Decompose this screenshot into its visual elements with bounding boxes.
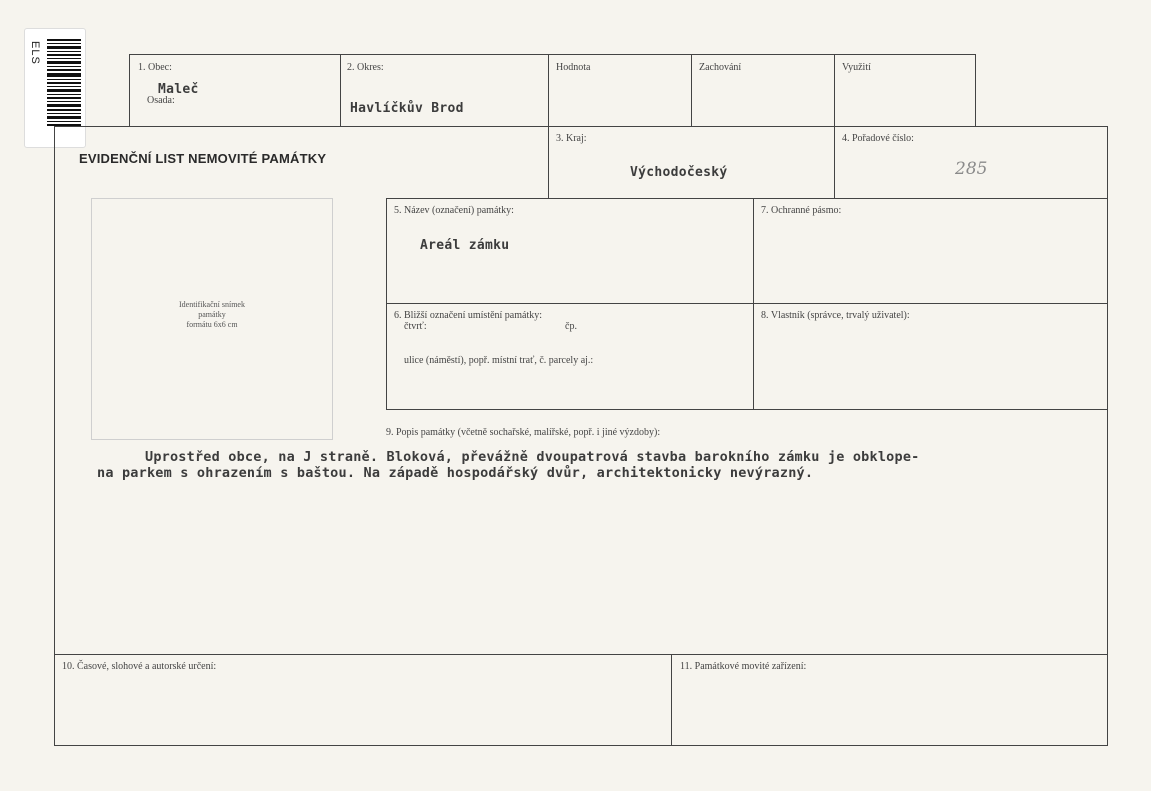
vyuziti-label: Využití bbox=[842, 62, 871, 73]
cp-label: čp. bbox=[565, 321, 577, 332]
popis-line2: na parkem s ohrazením s baštou. Na západě hospodářský dvůr, architektonicky nevýrazný. bbox=[97, 465, 814, 481]
photo-caption-line2: památky bbox=[198, 310, 226, 319]
barcode-icon bbox=[43, 35, 83, 131]
kraj-cell bbox=[548, 126, 835, 199]
form-title: EVIDENČNÍ LIST NEMOVITÉ PAMÁTKY bbox=[79, 151, 327, 166]
blizsi-label: 6. Bližší označení umístění památky: bbox=[394, 310, 543, 321]
photo-caption-line3: formátu 6x6 cm bbox=[186, 320, 238, 329]
photo-caption bbox=[91, 300, 333, 330]
ulice-label: ulice (náměstí), popř. místní trať, č. parcely aj.: bbox=[404, 355, 594, 366]
poradove-value: 285 bbox=[955, 159, 988, 179]
casove-label: 10. Časové, slohové a autorské určení: bbox=[62, 661, 217, 672]
popis-line1: Uprostřed obce, na J straně. Bloková, převážně dvoupatrová stavba barokního zámku je obklope- bbox=[145, 449, 920, 465]
osada-label: Osada: bbox=[147, 95, 175, 106]
kraj-label: 3. Kraj: bbox=[556, 133, 587, 144]
hodnota-label: Hodnota bbox=[556, 62, 591, 73]
obec-value: Maleč bbox=[158, 82, 199, 97]
kraj-value: Východočeský bbox=[630, 165, 728, 180]
zachovani-label: Zachování bbox=[699, 62, 742, 73]
ctvrt-label: čtvrť: bbox=[404, 321, 427, 332]
ochranne-label: 7. Ochranné pásmo: bbox=[761, 205, 842, 216]
movite-label: 11. Památkové movité zařízení: bbox=[680, 661, 807, 672]
obec-label: 1. Obec: bbox=[138, 62, 172, 73]
barcode-text: ELS bbox=[29, 41, 41, 65]
nazev-value: Areál zámku bbox=[420, 238, 510, 253]
poradove-label: 4. Pořadové číslo: bbox=[842, 133, 914, 144]
nazev-label: 5. Název (označení) památky: bbox=[394, 205, 514, 216]
vlastnik-label: 8. Vlastník (správce, trvalý uživatel): bbox=[761, 310, 910, 321]
okres-value: Havlíčkův Brod bbox=[350, 101, 464, 116]
popis-label: 9. Popis památky (včetně sochařské, malířské, popř. i jiné výzdoby): bbox=[386, 427, 661, 438]
okres-label: 2. Okres: bbox=[347, 62, 384, 73]
photo-caption-line1: Identifikační snímek bbox=[179, 300, 245, 309]
